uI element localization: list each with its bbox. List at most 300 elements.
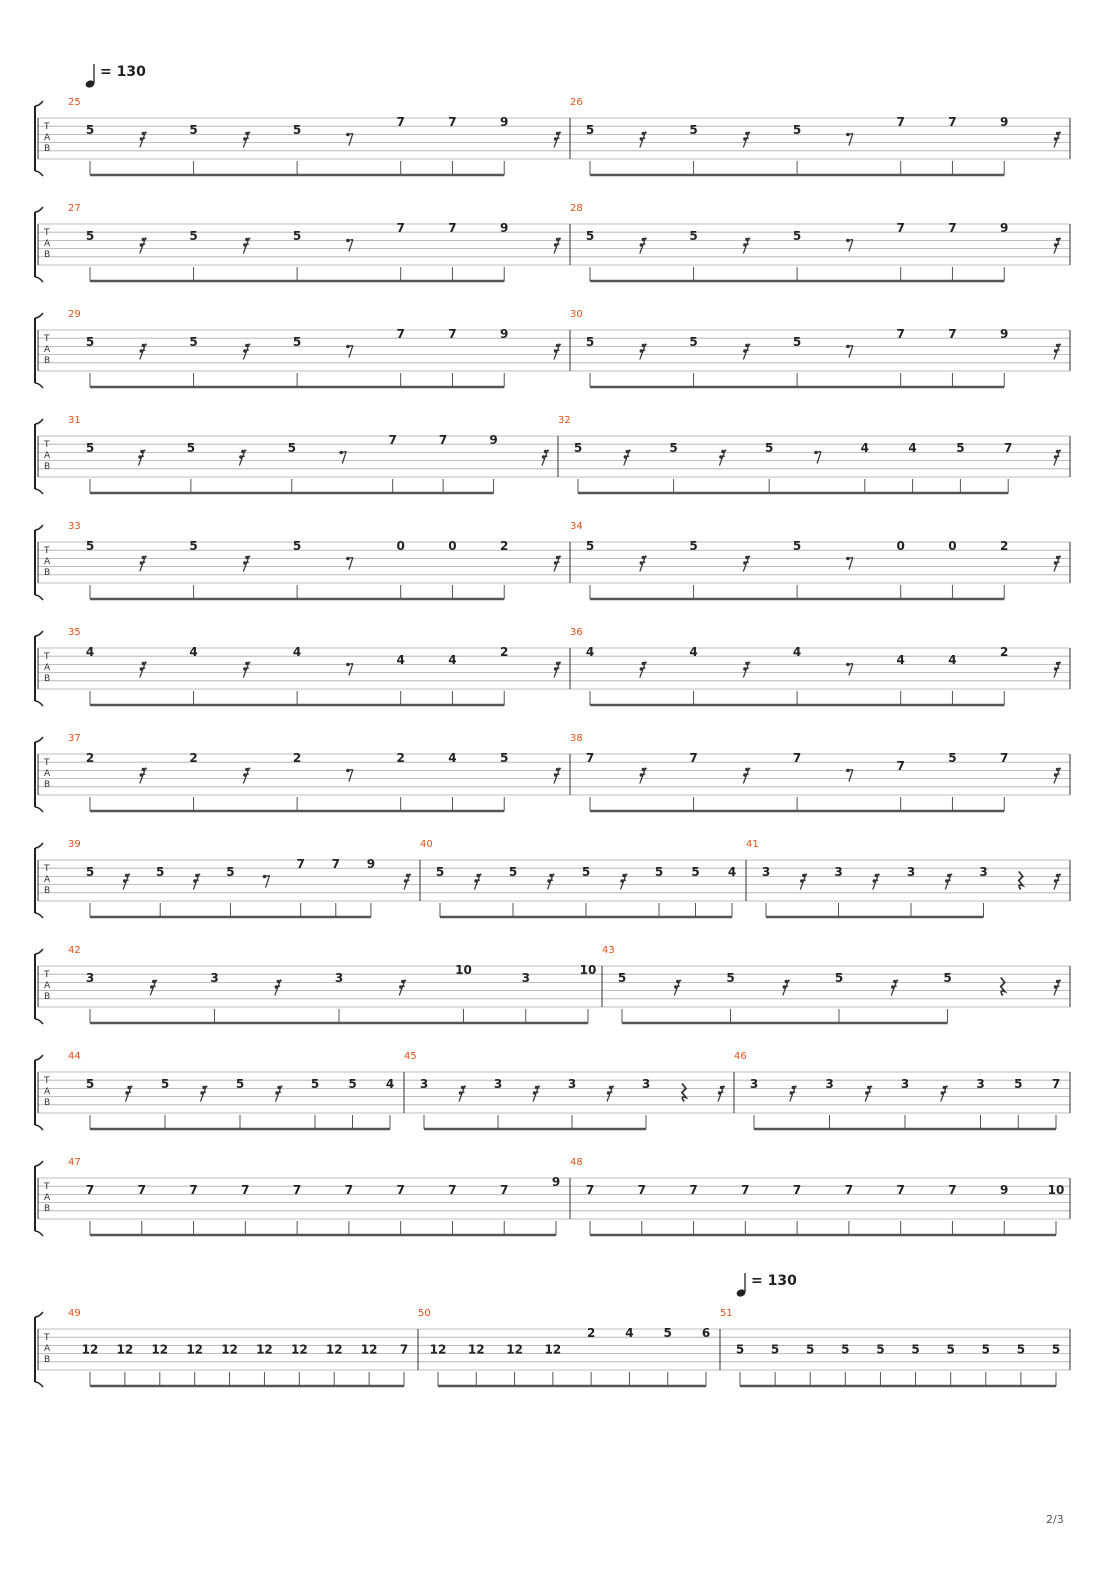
measure xyxy=(68,415,549,493)
fret-number: 3 xyxy=(979,865,988,880)
fret-number: 5 xyxy=(911,1342,920,1357)
fret-number: 7 xyxy=(585,751,595,765)
measure-number: 35 xyxy=(68,627,81,638)
fret-number: 4 xyxy=(689,645,698,659)
fret-number: 12 xyxy=(81,1342,99,1357)
fret-number: 6 xyxy=(701,1326,711,1340)
measure xyxy=(570,1157,1064,1235)
fret-number: 2 xyxy=(292,751,302,765)
measure-number: 43 xyxy=(602,945,615,956)
tab-system xyxy=(35,945,1070,1024)
fret-number: 5 xyxy=(956,441,965,456)
fret-number: 3 xyxy=(825,1077,834,1092)
fret-number: 7 xyxy=(448,115,457,129)
fret-number: 7 xyxy=(741,1183,750,1198)
fret-number: 2 xyxy=(85,751,95,765)
tab-clef-letter: A xyxy=(44,981,51,991)
fret-number: 7 xyxy=(396,1183,405,1198)
fret-number: 12 xyxy=(256,1342,273,1357)
tab-clef-letter: B xyxy=(44,356,51,366)
fret-number: 2 xyxy=(1000,645,1009,659)
fret-number: 5 xyxy=(160,1077,170,1092)
fret-number: 4 xyxy=(948,653,957,668)
fret-number: 9 xyxy=(489,433,498,447)
tab-system xyxy=(35,97,1070,176)
fret-number: 7 xyxy=(948,221,957,235)
fret-number: 5 xyxy=(663,1326,672,1340)
measure-number: 48 xyxy=(570,1157,583,1168)
fret-number: 4 xyxy=(896,653,905,668)
fret-number: 7 xyxy=(448,221,457,235)
tab-clef-letter: T xyxy=(44,546,50,556)
bracket-bottom-hook xyxy=(35,171,43,176)
fret-number: 3 xyxy=(641,1077,651,1092)
tab-clef-letter: B xyxy=(44,992,51,1002)
fret-number: 5 xyxy=(1014,1077,1023,1092)
fret-number: 10 xyxy=(1047,1183,1065,1198)
fret-number: 4 xyxy=(585,645,595,659)
measure-number: 49 xyxy=(68,1308,81,1319)
tab-system xyxy=(35,309,1070,388)
fret-number: 5 xyxy=(834,971,844,986)
fret-number: 9 xyxy=(1000,221,1009,235)
fret-number: 12 xyxy=(116,1342,134,1357)
quarter-rest xyxy=(682,1084,686,1102)
fret-number: 5 xyxy=(573,441,583,456)
page-number: 2/3 xyxy=(1046,1513,1064,1526)
fret-number: 5 xyxy=(585,229,595,244)
fret-number: 9 xyxy=(500,327,509,341)
measure-number: 27 xyxy=(68,203,81,214)
fret-number: 7 xyxy=(948,1183,957,1198)
bracket-top-hook xyxy=(35,525,43,530)
fret-number: 3 xyxy=(976,1077,985,1092)
bracket-bottom-hook xyxy=(35,1382,43,1387)
measure-number: 30 xyxy=(570,309,583,320)
tab-system xyxy=(35,1308,1070,1387)
tab-clef-letter: T xyxy=(44,758,50,768)
fret-number: 9 xyxy=(1000,1183,1009,1198)
tab-clef-letter: T xyxy=(44,334,50,344)
fret-number: 5 xyxy=(669,441,678,456)
fret-number: 12 xyxy=(506,1342,523,1357)
measure xyxy=(570,97,1061,175)
fret-number: 3 xyxy=(567,1077,577,1092)
tab-clef-letter: A xyxy=(44,769,51,779)
fret-number: 7 xyxy=(500,1183,509,1198)
fret-number: 4 xyxy=(85,645,95,659)
tab-system xyxy=(35,733,1070,812)
measure xyxy=(418,1308,710,1386)
fret-number: 5 xyxy=(292,229,302,244)
measure-number: 32 xyxy=(558,415,571,426)
fret-number: 12 xyxy=(325,1342,343,1357)
fret-number: 7 xyxy=(689,751,698,765)
fret-number: 7 xyxy=(1000,751,1009,765)
fret-number: 4 xyxy=(448,653,457,668)
fret-number: 5 xyxy=(726,971,735,986)
measure xyxy=(68,627,561,705)
fret-number: 12 xyxy=(544,1342,562,1357)
fret-number: 5 xyxy=(735,1342,745,1357)
fret-number: 7 xyxy=(396,221,405,235)
fret-number: 5 xyxy=(946,1342,955,1357)
measure xyxy=(570,733,1061,811)
tab-clef-letter: T xyxy=(44,970,50,980)
fret-number: 4 xyxy=(385,1077,395,1092)
tab-clef-letter: B xyxy=(44,568,51,578)
tab-clef-letter: B xyxy=(44,674,51,684)
fret-number: 2 xyxy=(500,539,509,553)
fret-number: 7 xyxy=(396,327,405,341)
fret-number: 5 xyxy=(156,865,165,880)
fret-number: 5 xyxy=(792,229,802,244)
tab-clef-letter: A xyxy=(44,133,51,143)
fret-number: 5 xyxy=(189,123,198,138)
tab-system xyxy=(35,415,1070,494)
fret-number: 9 xyxy=(366,857,376,871)
measure xyxy=(558,415,1061,493)
tempo-marking xyxy=(85,64,147,89)
fret-number: 7 xyxy=(637,1183,646,1198)
tempo-value: = 130 xyxy=(100,64,146,80)
fret-number: 12 xyxy=(221,1342,238,1357)
measure xyxy=(68,97,561,175)
fret-number: 3 xyxy=(834,865,843,880)
measure-number: 29 xyxy=(68,309,81,320)
fret-number: 7 xyxy=(241,1183,250,1198)
bracket-bottom-hook xyxy=(35,277,43,282)
tab-clef-letter: A xyxy=(44,1193,51,1203)
fret-number: 5 xyxy=(189,229,198,244)
measure-number: 39 xyxy=(68,839,81,850)
fret-number: 4 xyxy=(860,441,869,456)
measure-number: 41 xyxy=(746,839,759,850)
tempo-marking xyxy=(736,1273,798,1298)
fret-number: 4 xyxy=(727,865,737,880)
bracket-top-hook xyxy=(35,631,43,636)
tab-clef-letter: B xyxy=(44,886,51,896)
fret-number: 9 xyxy=(551,1175,561,1189)
tab-clef-letter: T xyxy=(44,1182,50,1192)
fret-number: 7 xyxy=(448,1183,457,1198)
bracket-top-hook xyxy=(35,949,43,954)
fret-number: 9 xyxy=(1000,115,1009,129)
fret-number: 7 xyxy=(189,1183,198,1198)
fret-number: 10 xyxy=(579,963,597,977)
measure xyxy=(68,309,561,387)
fret-number: 4 xyxy=(792,645,802,659)
bracket-top-hook xyxy=(35,1161,43,1166)
fret-number: 7 xyxy=(396,115,405,129)
measure xyxy=(68,1051,394,1129)
fret-number: 7 xyxy=(344,1183,354,1198)
fret-number: 7 xyxy=(896,1183,905,1198)
bracket-bottom-hook xyxy=(35,595,43,600)
measure xyxy=(570,203,1061,281)
tab-system xyxy=(35,1157,1070,1236)
measure-number: 31 xyxy=(68,415,81,426)
fret-number: 7 xyxy=(1051,1077,1061,1092)
fret-number: 5 xyxy=(689,229,698,244)
bracket-bottom-hook xyxy=(35,1125,43,1130)
tab-clef-letter: T xyxy=(44,440,50,450)
bracket-top-hook xyxy=(35,207,43,212)
measure-number: 47 xyxy=(68,1157,81,1168)
fret-number: 4 xyxy=(448,751,457,765)
fret-number: 7 xyxy=(896,759,905,774)
bracket-bottom-hook xyxy=(35,1019,43,1024)
fret-number: 7 xyxy=(438,433,448,447)
fret-number: 7 xyxy=(296,857,305,871)
fret-number: 5 xyxy=(770,1342,780,1357)
fret-number: 5 xyxy=(943,971,952,986)
fret-number: 0 xyxy=(396,539,405,553)
bracket-top-hook xyxy=(35,1312,43,1317)
tab-clef-letter: T xyxy=(44,1076,50,1086)
bracket-bottom-hook xyxy=(35,701,43,706)
measure-number: 45 xyxy=(404,1051,417,1062)
fret-number: 5 xyxy=(981,1342,990,1357)
fret-number: 4 xyxy=(908,441,917,456)
tab-system xyxy=(35,1051,1070,1130)
tab-clef-letter: A xyxy=(44,875,51,885)
fret-number: 5 xyxy=(876,1342,885,1357)
fret-number: 3 xyxy=(900,1077,910,1092)
fret-number: 3 xyxy=(906,865,916,880)
bracket-top-hook xyxy=(35,1055,43,1060)
fret-number: 0 xyxy=(896,539,905,553)
fret-number: 5 xyxy=(186,441,196,456)
measure xyxy=(746,839,1061,917)
fret-number: 0 xyxy=(448,539,457,553)
fret-number: 7 xyxy=(85,1183,95,1198)
fret-number: 9 xyxy=(500,115,509,129)
fret-number: 7 xyxy=(292,1183,302,1198)
fret-number: 5 xyxy=(85,539,95,553)
tab-clef-letter: A xyxy=(44,345,51,355)
fret-number: 7 xyxy=(948,327,957,341)
measure xyxy=(734,1051,1060,1129)
fret-number: 0 xyxy=(948,539,957,553)
fret-number: 5 xyxy=(235,1077,245,1092)
fret-number: 5 xyxy=(85,229,95,244)
fret-number: 3 xyxy=(749,1077,759,1092)
tab-clef-letter: B xyxy=(44,250,51,260)
fret-number: 2 xyxy=(586,1326,596,1340)
measure xyxy=(68,733,561,811)
fret-number: 5 xyxy=(226,865,235,880)
fret-number: 5 xyxy=(348,1077,357,1092)
bracket-bottom-hook xyxy=(35,807,43,812)
tab-clef-letter: B xyxy=(44,1204,51,1214)
measure-number: 50 xyxy=(418,1308,431,1319)
measure-number: 44 xyxy=(68,1051,81,1062)
measure xyxy=(68,839,411,917)
fret-number: 12 xyxy=(429,1342,447,1357)
fret-number: 4 xyxy=(396,653,405,668)
tempo-value: = 130 xyxy=(751,1273,797,1289)
fret-number: 4 xyxy=(189,645,198,659)
fret-number: 7 xyxy=(896,221,905,235)
measure xyxy=(68,521,561,599)
fret-number: 9 xyxy=(1000,327,1009,341)
measure-number: 26 xyxy=(570,97,583,108)
measure xyxy=(404,1051,725,1129)
tab-system xyxy=(35,521,1070,600)
tab-clef-letter: T xyxy=(44,864,50,874)
fret-number: 5 xyxy=(689,123,698,138)
quarter-rest xyxy=(1001,978,1005,996)
fret-number: 5 xyxy=(581,865,591,880)
bracket-top-hook xyxy=(35,419,43,424)
fret-number: 5 xyxy=(310,1077,320,1092)
fret-number: 5 xyxy=(948,751,957,765)
measure xyxy=(420,839,736,917)
fret-number: 5 xyxy=(435,865,445,880)
fret-number: 5 xyxy=(654,865,664,880)
fret-number: 5 xyxy=(189,335,198,350)
measure xyxy=(68,945,596,1023)
fret-number: 5 xyxy=(85,441,95,456)
tab-clef-letter: A xyxy=(44,663,51,673)
bracket-bottom-hook xyxy=(35,1231,43,1236)
measure-number: 42 xyxy=(68,945,81,956)
tab-clef-letter: T xyxy=(44,122,50,132)
fret-number: 5 xyxy=(500,751,509,765)
measure xyxy=(570,627,1061,705)
fret-number: 5 xyxy=(585,335,595,350)
fret-number: 5 xyxy=(765,441,774,456)
tab-clef-letter: T xyxy=(44,1333,50,1343)
measure-number: 46 xyxy=(734,1051,747,1062)
fret-number: 7 xyxy=(689,1183,698,1198)
measure xyxy=(570,521,1061,599)
tab-clef-letter: T xyxy=(44,652,50,662)
fret-number: 5 xyxy=(617,971,627,986)
tab-clef-letter: A xyxy=(44,1087,51,1097)
tab-clef-letter: A xyxy=(44,451,51,461)
fret-number: 7 xyxy=(331,857,340,871)
fret-number: 3 xyxy=(761,865,771,880)
measure xyxy=(570,309,1061,387)
tab-clef-letter: B xyxy=(44,1098,51,1108)
fret-number: 5 xyxy=(287,441,296,456)
fret-number: 3 xyxy=(210,971,219,986)
fret-number: 2 xyxy=(396,751,405,765)
tab-clef-letter: B xyxy=(44,144,51,154)
fret-number: 12 xyxy=(467,1342,485,1357)
bracket-bottom-hook xyxy=(35,383,43,388)
fret-number: 7 xyxy=(948,115,957,129)
fret-number: 7 xyxy=(844,1183,854,1198)
systems xyxy=(35,97,1070,1387)
fret-number: 2 xyxy=(1000,539,1009,553)
fret-number: 5 xyxy=(689,335,698,350)
fret-number: 7 xyxy=(388,433,397,447)
fret-number: 4 xyxy=(292,645,302,659)
fret-number: 12 xyxy=(290,1342,308,1357)
measure xyxy=(68,1308,408,1386)
measure-number: 36 xyxy=(570,627,583,638)
tab-clef-letter: B xyxy=(44,462,51,472)
fret-number: 5 xyxy=(292,539,302,553)
fret-number: 5 xyxy=(292,123,302,138)
bracket-top-hook xyxy=(35,101,43,106)
fret-number: 12 xyxy=(360,1342,378,1357)
fret-number: 3 xyxy=(419,1077,429,1092)
fret-number: 3 xyxy=(334,971,344,986)
fret-number: 12 xyxy=(186,1342,204,1357)
tab-clef-letter: A xyxy=(44,239,51,249)
bracket-top-hook xyxy=(35,843,43,848)
fret-number: 5 xyxy=(85,865,95,880)
fret-number: 5 xyxy=(841,1342,850,1357)
measure xyxy=(720,1308,1060,1386)
fret-number: 5 xyxy=(691,865,700,880)
fret-number: 5 xyxy=(806,1342,815,1357)
fret-number: 3 xyxy=(85,971,95,986)
fret-number: 5 xyxy=(85,1077,95,1092)
tab-system xyxy=(35,627,1070,706)
bracket-bottom-hook xyxy=(35,489,43,494)
fret-number: 5 xyxy=(792,539,802,553)
fret-number: 9 xyxy=(500,221,509,235)
measure-number: 38 xyxy=(570,733,583,744)
measure xyxy=(602,945,1061,1023)
fret-number: 7 xyxy=(585,1183,595,1198)
fret-number: 5 xyxy=(585,123,595,138)
quarter-rest xyxy=(1019,872,1023,890)
fret-number: 7 xyxy=(137,1183,146,1198)
fret-number: 5 xyxy=(1016,1342,1026,1357)
bracket-bottom-hook xyxy=(35,913,43,918)
fret-number: 7 xyxy=(792,751,802,765)
tab-clef-letter: T xyxy=(44,228,50,238)
fret-number: 7 xyxy=(1004,441,1013,456)
fret-number: 7 xyxy=(896,327,905,341)
measure xyxy=(68,1157,560,1235)
tab-clef-letter: B xyxy=(44,780,51,790)
fret-number: 3 xyxy=(521,971,530,986)
fret-number: 5 xyxy=(1051,1342,1061,1357)
fret-number: 5 xyxy=(792,335,802,350)
fret-number: 5 xyxy=(508,865,518,880)
fret-number: 5 xyxy=(85,123,95,138)
bracket-top-hook xyxy=(35,737,43,742)
fret-number: 5 xyxy=(189,539,198,553)
fret-number: 5 xyxy=(292,335,302,350)
fret-number: 7 xyxy=(448,327,457,341)
measure-number: 33 xyxy=(68,521,81,532)
bracket-top-hook xyxy=(35,313,43,318)
fret-number: 5 xyxy=(85,335,95,350)
fret-number: 7 xyxy=(896,115,905,129)
measure-number: 25 xyxy=(68,97,81,108)
fret-number: 7 xyxy=(792,1183,802,1198)
measure-number: 37 xyxy=(68,733,81,744)
fret-number: 7 xyxy=(399,1342,409,1357)
measure xyxy=(68,203,561,281)
fret-number: 4 xyxy=(625,1326,634,1340)
fret-number: 5 xyxy=(689,539,698,553)
fret-number: 12 xyxy=(151,1342,169,1357)
fret-number: 5 xyxy=(792,123,802,138)
tab-clef-letter: B xyxy=(44,1355,51,1365)
fret-number: 10 xyxy=(455,963,472,977)
tab-clef-letter: A xyxy=(44,1344,51,1354)
fret-number: 5 xyxy=(585,539,595,553)
